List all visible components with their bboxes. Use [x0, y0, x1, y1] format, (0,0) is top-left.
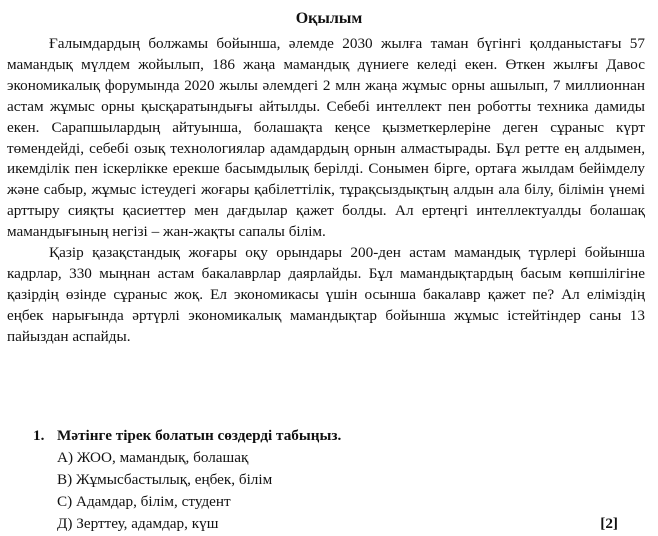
passage-paragraph-2: Қазір қазақстандық жоғары оқу орындары 200-ден астам мамандық түрлері бойынша кадрлар, 330 мыңнан астам бакалаврлар даярлайды. Бұл мамандықтардың басым көпшілігіне қазірдің өзінде сұраныс жоқ. Ел экономикасы үшін осынша бакалавр қажет пе? Ал еліміздің еңбек нарығында әртүрлі экономикалық мамандықтар бойынша жұмыс істейтіндер саны 13 пайыздан аспайды. — [7, 244, 645, 345]
question-number: 1. — [33, 427, 45, 444]
reading-passage — [7, 34, 645, 348]
question-stem — [33, 425, 618, 447]
question-block — [33, 425, 618, 535]
answer-option-d-text: Д) Зерттеу, адамдар, күш — [57, 515, 219, 532]
passage-paragraph-1: Ғалымдардың болжамы бойынша, әлемде 2030 жылға таман бүгінгі қолданыстағы 57 мамандық мүлдем жойылып, 186 жаңа мамандық дүниеге келеді екен. Өткен жылғы Давос экономикалық форумында 2020 жылы әлемдегі 2 млн жаңа жұмыс орны ашылып, 7 миллионнан астам жұмыс орны қысқаратындығы айтылды. Себебі интеллект пен роботты техника дамиды екен. Сарапшылардың айтуынша, болашақта кеңсе қызметкерлеріне деген сұраныс күрт төмендейді, себебі озық технологиялар адамдардың орнын алмастырады. Бұл ретте ең алдымен, икемділік пен іскерлікке ерекше басымдылық берілді. Сонымен бірге, ортаға жылдам бейімделу және сабыр, жұмыс істеудегі жоғары қабілеттілік, тұрақсыздықтың алдын ала білу, білімін үнемі арттыру сияқты қасиеттер мен дағдылар қажет болды. Ал ертеңгі интеллектуалды болашақ мамандығының негізі – жан-жақты сапалы білім. — [7, 35, 645, 241]
answer-option-d — [33, 513, 618, 535]
answer-options — [33, 447, 618, 535]
question-text: Мәтінге тірек болатын сөздерді табыңыз. — [57, 427, 342, 444]
document-title: Оқылым — [295, 10, 363, 27]
answer-option-b: В) Жұмысбастылық, еңбек, білім — [57, 471, 273, 488]
question-marks: [2] — [600, 515, 618, 532]
answer-option-c: С) Адамдар, білім, студент — [57, 493, 231, 510]
answer-option-a: А) ЖОО, мамандық, болашақ — [57, 449, 249, 466]
